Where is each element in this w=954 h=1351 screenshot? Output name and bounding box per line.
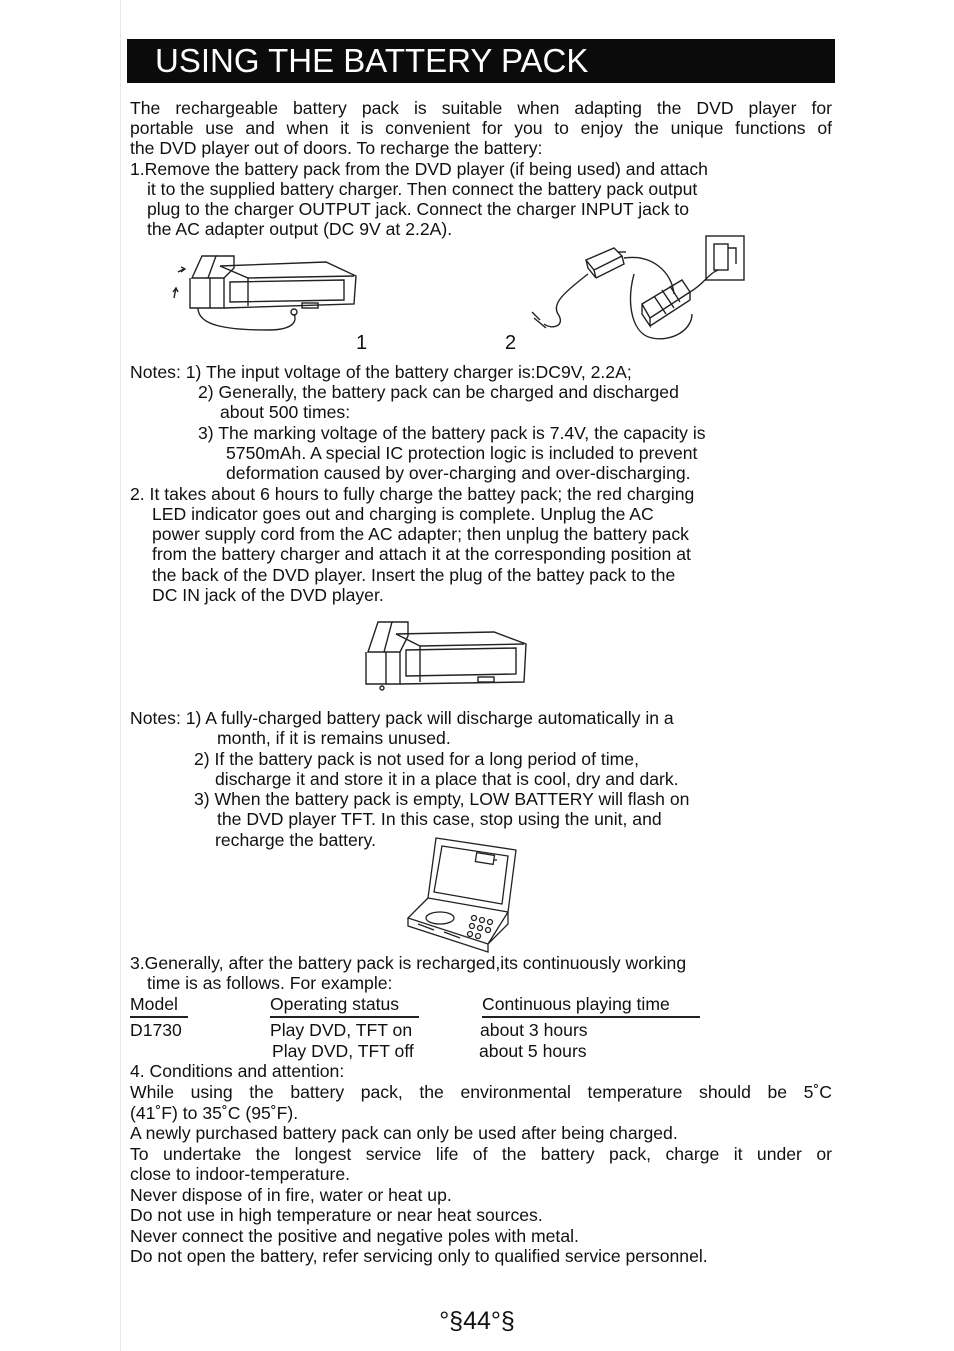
condition-line: Do not use in high temperature or near heat sources. xyxy=(130,1205,543,1225)
table-header-operating-status: Operating status xyxy=(270,994,400,1014)
condition-line: Never dispose of in fire, water or heat up. xyxy=(130,1185,452,1205)
condition-line: While using the battery pack, the environmental temperature should be 5˚C xyxy=(130,1082,832,1102)
step4-heading: 4. Conditions and attention: xyxy=(130,1061,345,1081)
battery-charger-illustration xyxy=(168,248,368,340)
step2-line: from the battery charger and attach it at the corresponding position at xyxy=(152,544,691,564)
note-line: recharge the battery. xyxy=(215,830,377,850)
step2-line: the back of the DVD player. Insert the plug of the battey pack to the xyxy=(152,565,676,585)
step2-line: DC IN jack of the DVD player. xyxy=(152,585,384,605)
figure-label-2: 2 xyxy=(505,332,517,354)
step3-line: time is as follows. For example: xyxy=(147,973,393,993)
condition-line: To undertake the longest service life of the battery pack, charge it under or xyxy=(130,1144,832,1164)
note-line: about 500 times: xyxy=(220,402,351,422)
battery-attached-illustration xyxy=(362,614,532,692)
section-title: USING THE BATTERY PACK xyxy=(127,39,835,83)
table-cell: about 5 hours xyxy=(479,1041,587,1061)
note-line: Notes: 1) The input voltage of the battery charger is:DC9V, 2.2A; xyxy=(130,362,632,382)
step1-line: it to the supplied battery charger. Then connect the battery pack output xyxy=(147,179,698,199)
page-edge xyxy=(120,0,121,1351)
condition-line: (41˚F) to 35˚C (95˚F). xyxy=(130,1103,299,1123)
intro-line: The rechargeable battery pack is suitable when adapting the DVD player for xyxy=(130,98,832,118)
step1-line: 1.Remove the battery pack from the DVD player (if being used) and attach xyxy=(130,159,708,179)
ac-adapter-illustration xyxy=(522,234,752,344)
step2-line: 2. It takes about 6 hours to fully charge the battey pack; the red charging xyxy=(130,484,695,504)
table-header-underline xyxy=(482,1016,700,1018)
table-header-model: Model xyxy=(130,994,178,1014)
condition-line: close to indoor-temperature. xyxy=(130,1164,351,1184)
note-line: the DVD player TFT. In this case, stop using the unit, and xyxy=(217,809,662,829)
intro-line: portable use and when it is convenient for you to enjoy the unique functions of xyxy=(130,118,832,138)
note-line: Notes: 1) A fully-charged battery pack will discharge automatically in a xyxy=(130,708,674,728)
note-line: discharge it and store it in a place that is cool, dry and dark. xyxy=(215,769,679,789)
note-line: deformation caused by over-charging and over-discharging. xyxy=(226,463,691,483)
step3-line: 3.Generally, after the battery pack is recharged,its continuously working xyxy=(130,953,687,973)
table-cell: about 3 hours xyxy=(480,1020,588,1040)
table-header-underline xyxy=(270,1016,419,1018)
condition-line: A newly purchased battery pack can only be used after being charged. xyxy=(130,1123,678,1143)
note-line: 3) The marking voltage of the battery pack is 7.4V, the capacity is xyxy=(198,423,706,443)
step2-line: power supply cord from the AC adapter; then unplug the battery pack xyxy=(152,524,689,544)
condition-line: Never connect the positive and negative poles with metal. xyxy=(130,1226,579,1246)
note-line: 5750mAh. A special IC protection logic is included to prevent xyxy=(226,443,698,463)
note-line: 2) Generally, the battery pack can be charged and discharged xyxy=(198,382,679,402)
table-header-underline xyxy=(130,1016,188,1018)
condition-line: Do not open the battery, refer servicing only to qualified service personnel. xyxy=(130,1246,708,1266)
table-cell: Play DVD, TFT off xyxy=(272,1041,414,1061)
table-cell: Play DVD, TFT on xyxy=(270,1020,413,1040)
note-line: 3) When the battery pack is empty, LOW BATTERY will flash on xyxy=(194,789,690,809)
step2-line: LED indicator goes out and charging is complete. Unplug the AC xyxy=(152,504,654,524)
step1-line: the AC adapter output (DC 9V at 2.2A). xyxy=(147,219,453,239)
note-line: 2) If the battery pack is not used for a long period of time, xyxy=(194,749,639,769)
table-cell: D1730 xyxy=(130,1020,182,1040)
figure-label-1: 1 xyxy=(356,332,368,354)
page-number: °§44°§ xyxy=(439,1307,515,1335)
table-header-playing-time: Continuous playing time xyxy=(482,994,670,1014)
dvd-player-low-battery-illustration xyxy=(404,834,524,954)
intro-line: the DVD player out of doors. To recharge the battery: xyxy=(130,138,543,158)
step1-line: plug to the charger OUTPUT jack. Connect the charger INPUT jack to xyxy=(147,199,690,219)
note-line: month, if it is remains unused. xyxy=(217,728,451,748)
